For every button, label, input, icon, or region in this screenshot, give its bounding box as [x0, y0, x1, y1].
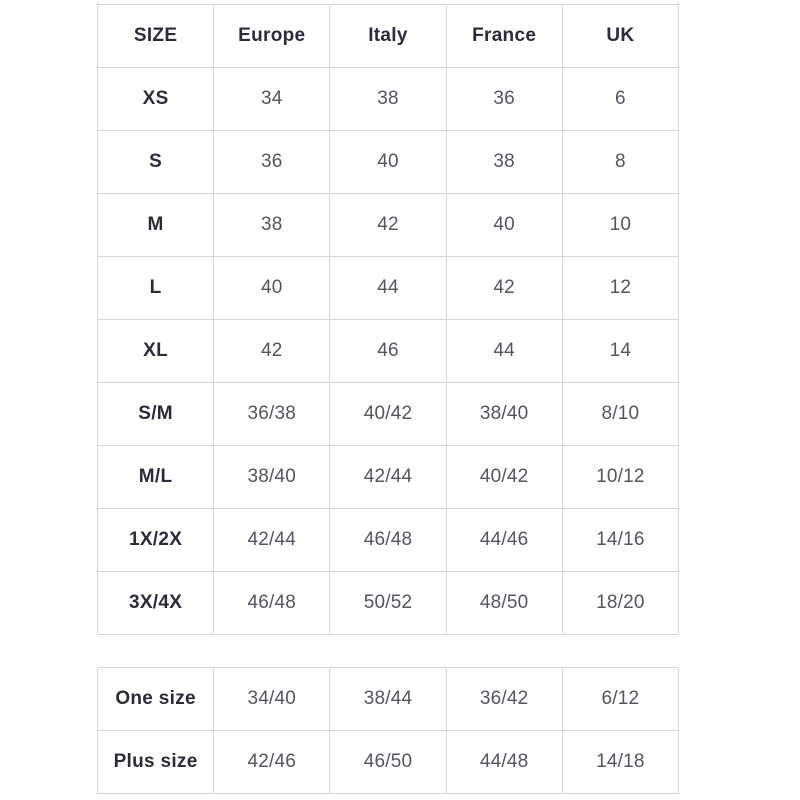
value-cell: 44/48: [446, 731, 562, 794]
table-row: [98, 446, 679, 509]
value-cell: 6/12: [562, 668, 678, 731]
row-label-cell: M: [98, 194, 214, 257]
value-cell: 44: [446, 320, 562, 383]
value-cell: 40/42: [330, 383, 446, 446]
value-cell: 42/46: [214, 731, 330, 794]
row-label-cell: M/L: [98, 446, 214, 509]
value-cell: 38/40: [214, 446, 330, 509]
special-sizes-table: [97, 667, 679, 794]
table-row: [98, 668, 679, 731]
value-cell: 10/12: [562, 446, 678, 509]
value-cell: 36/42: [446, 668, 562, 731]
value-cell: 36: [214, 131, 330, 194]
value-cell: 38/40: [446, 383, 562, 446]
value-cell: 6: [562, 68, 678, 131]
value-cell: 12: [562, 257, 678, 320]
header-row: [98, 5, 679, 68]
size-table-body: [98, 68, 679, 635]
column-header: France: [446, 5, 562, 68]
value-cell: 46: [330, 320, 446, 383]
row-label-cell: XL: [98, 320, 214, 383]
value-cell: 14: [562, 320, 678, 383]
size-table-header: [98, 5, 679, 68]
table-row: [98, 194, 679, 257]
value-cell: 14/18: [562, 731, 678, 794]
value-cell: 40/42: [446, 446, 562, 509]
row-label-cell: 3X/4X: [98, 572, 214, 635]
value-cell: 8: [562, 131, 678, 194]
row-label-cell: L: [98, 257, 214, 320]
value-cell: 50/52: [330, 572, 446, 635]
value-cell: 40: [330, 131, 446, 194]
row-label-cell: XS: [98, 68, 214, 131]
row-label-cell: S: [98, 131, 214, 194]
table-row: [98, 383, 679, 446]
value-cell: 44/46: [446, 509, 562, 572]
row-label-cell: 1X/2X: [98, 509, 214, 572]
special-table-body: [98, 668, 679, 794]
value-cell: 38/44: [330, 668, 446, 731]
value-cell: 46/48: [330, 509, 446, 572]
value-cell: 46/50: [330, 731, 446, 794]
value-cell: 46/48: [214, 572, 330, 635]
value-cell: 48/50: [446, 572, 562, 635]
value-cell: 40: [214, 257, 330, 320]
table-row: [98, 509, 679, 572]
value-cell: 18/20: [562, 572, 678, 635]
table-row: [98, 131, 679, 194]
value-cell: 40: [446, 194, 562, 257]
value-cell: 8/10: [562, 383, 678, 446]
table-row: [98, 320, 679, 383]
value-cell: 36/38: [214, 383, 330, 446]
value-cell: 38: [446, 131, 562, 194]
value-cell: 38: [214, 194, 330, 257]
row-label-cell: One size: [98, 668, 214, 731]
value-cell: 10: [562, 194, 678, 257]
value-cell: 36: [446, 68, 562, 131]
table-row: [98, 572, 679, 635]
row-label-cell: Plus size: [98, 731, 214, 794]
value-cell: 42/44: [214, 509, 330, 572]
value-cell: 38: [330, 68, 446, 131]
value-cell: 34: [214, 68, 330, 131]
value-cell: 42/44: [330, 446, 446, 509]
table-row: [98, 257, 679, 320]
value-cell: 44: [330, 257, 446, 320]
table-row: [98, 731, 679, 794]
value-cell: 42: [330, 194, 446, 257]
column-header: Europe: [214, 5, 330, 68]
column-header: SIZE: [98, 5, 214, 68]
value-cell: 42: [214, 320, 330, 383]
column-header: UK: [562, 5, 678, 68]
column-header: Italy: [330, 5, 446, 68]
size-conversion-table: [97, 4, 679, 635]
value-cell: 42: [446, 257, 562, 320]
value-cell: 34/40: [214, 668, 330, 731]
row-label-cell: S/M: [98, 383, 214, 446]
table-row: [98, 68, 679, 131]
value-cell: 14/16: [562, 509, 678, 572]
